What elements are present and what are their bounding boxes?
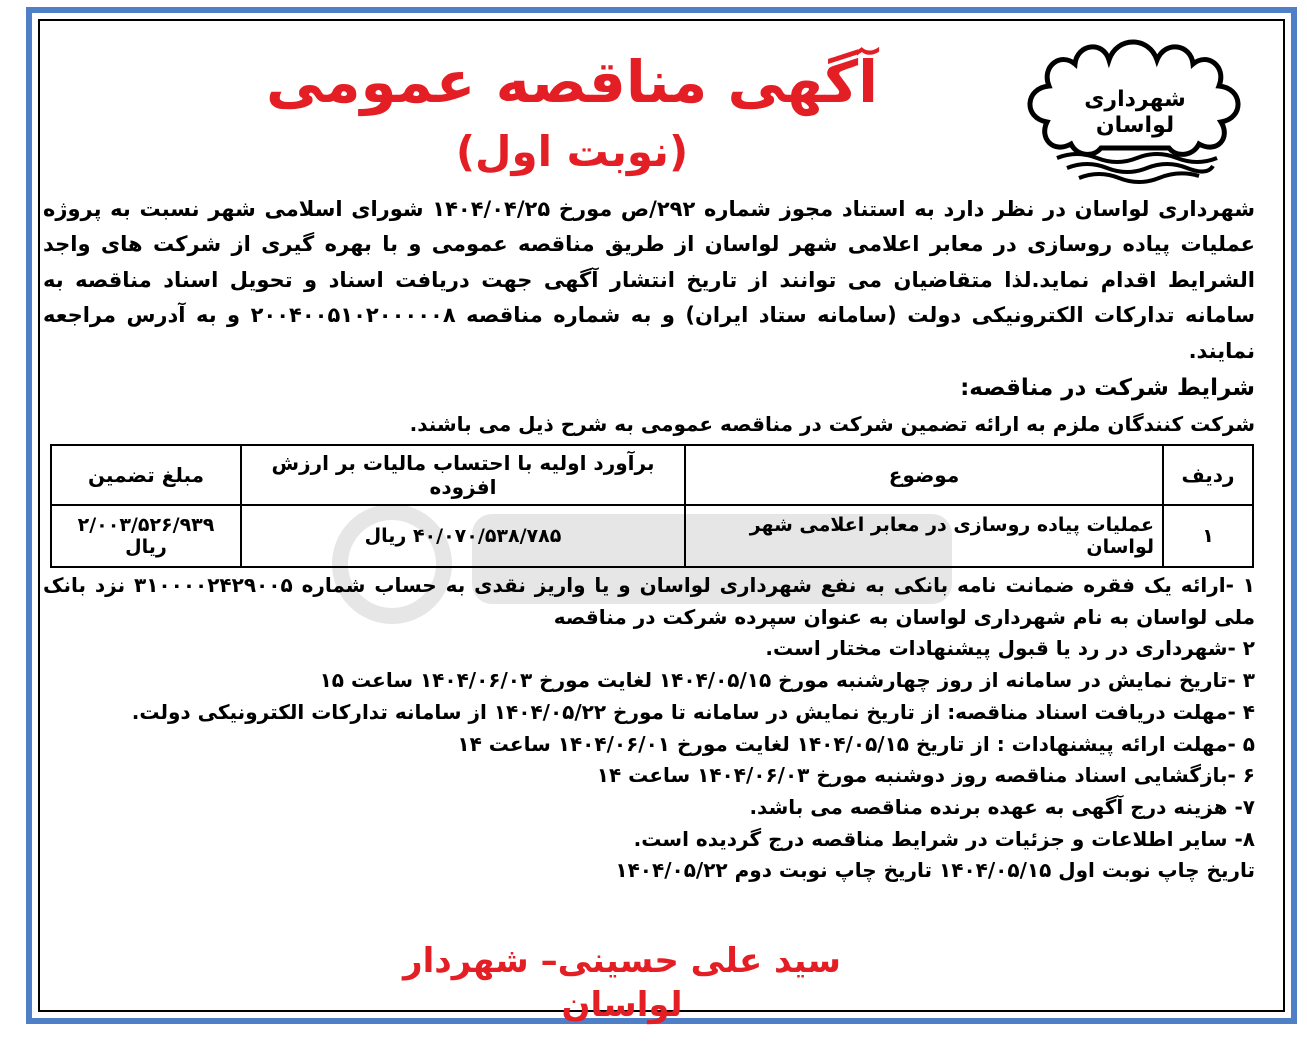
print-dates: تاریخ چاپ نوبت اول ۱۴۰۴/۰۵/۱۵ تاریخ چاپ نوبت دوم ۱۴۰۴/۰۵/۲۲ bbox=[615, 858, 1255, 883]
condition-item-7: ۷- هزینه درج آگهی به عهده برنده مناقصه می باشد. bbox=[749, 794, 1255, 819]
cell-row-number: ۱ bbox=[1163, 505, 1253, 567]
conditions-subtext: شرکت کنندگان ملزم به ارائه تضمین شرکت در مناقصه عمومی به شرح ذیل می باشند. bbox=[409, 412, 1255, 436]
signature: سید علی حسینی– شهردار لواسان bbox=[403, 941, 841, 1025]
municipality-logo bbox=[1017, 26, 1253, 186]
guarantee-table bbox=[50, 444, 1254, 568]
tender-notice bbox=[42, 24, 1257, 1025]
condition-item-5: ۵ -مهلت ارائه پیشنهادات : از تاریخ ۱۴۰۴/۰۵/۱۵ لغایت مورخ ۱۴۰۴/۰۶/۰۱ ساعت ۱۴ bbox=[457, 731, 1255, 756]
header-guarantee: مبلغ تضمین bbox=[51, 445, 241, 505]
logo-text-line2: لواسان bbox=[1095, 113, 1175, 138]
header-row-number: ردیف bbox=[1163, 445, 1253, 505]
notice-subtitle: (نوبت اول) bbox=[455, 127, 689, 176]
header-subject: موضوع bbox=[685, 445, 1163, 505]
cell-guarantee: ۲/۰۰۳/۵۲۶/۹۳۹ ریال bbox=[51, 505, 241, 567]
cell-subject: عملیات پیاده روسازی در معابر اعلامی شهر لواسان bbox=[685, 505, 1163, 567]
conditions-list bbox=[43, 570, 1255, 887]
condition-item-8: ۸- سایر اطلاعات و جزئیات در شرایط مناقصه درج گردیده است. bbox=[633, 826, 1255, 851]
condition-item-3: ۳ -تاریخ نمایش در سامانه از روز چهارشنبه مورخ ۱۴۰۴/۰۵/۱۵ لغایت مورخ ۱۴۰۴/۰۶/۰۳ ساعت ۱۵ bbox=[319, 668, 1255, 693]
conditions-heading: شرایط شرکت در مناقصه: bbox=[960, 375, 1255, 401]
table-row bbox=[51, 505, 1253, 567]
logo-text-line1: شهرداری bbox=[1084, 87, 1186, 112]
notice-title: آگهی مناقصه عمومی bbox=[265, 48, 879, 116]
condition-item-1: ۱ -ارائه یک فقره ضمانت نامه بانکی به نفع شهرداری لواسان و یا واریز نقدی به حساب شماره ۳۱۰۰۰۰۲۴۲۹۰۰۵ نزد بانک ملی لواسان به نام شهرداری لواسان به عنوان سپرده شرکت در مناقصه bbox=[43, 573, 1255, 629]
header-estimate: برآورد اولیه با احتساب مالیات بر ارزش افزوده bbox=[241, 445, 685, 505]
condition-item-6: ۶ -بازگشایی اسناد مناقصه روز دوشنبه مورخ ۱۴۰۴/۰۶/۰۳ ساعت ۱۴ bbox=[596, 763, 1255, 788]
table-header-row bbox=[51, 445, 1253, 505]
cell-estimate: ۴۰/۰۷۰/۵۳۸/۷۸۵ ریال bbox=[241, 505, 685, 567]
condition-item-2: ۲ -شهرداری در رد یا قبول پیشنهادات مختار است. bbox=[765, 636, 1255, 661]
condition-item-4: ۴ -مهلت دریافت اسناد مناقصه: از تاریخ نمایش در سامانه تا مورخ ۱۴۰۴/۰۵/۲۲ از سامانه تدارکات الکترونیکی دولت. bbox=[131, 699, 1255, 724]
intro-paragraph: شهرداری لواسان در نظر دارد به استناد مجوز شماره ۲۹۲/ص مورخ ۱۴۰۴/۰۴/۲۵ شورای اسلامی شهر نسبت به پروژه عملیات پیاده روسازی در معابر اعلامی شهر لواسان از طریق مناقصه عمومی و با بهره گیری از شرکت های واجد الشرایط اقدام نماید.لذا متقاضیان می توانند از تاریخ انتشار آگهی جهت دریافت اسناد و تحویل اسناد مناقصه به سامانه تدارکات الکترونیکی دولت (سامانه ستاد ایران) و به شماره مناقصه ۲۰۰۴۰۰۵۱۰۲۰۰۰۰۰۸ و به آدرس مراجعه نمایند. bbox=[43, 197, 1255, 363]
